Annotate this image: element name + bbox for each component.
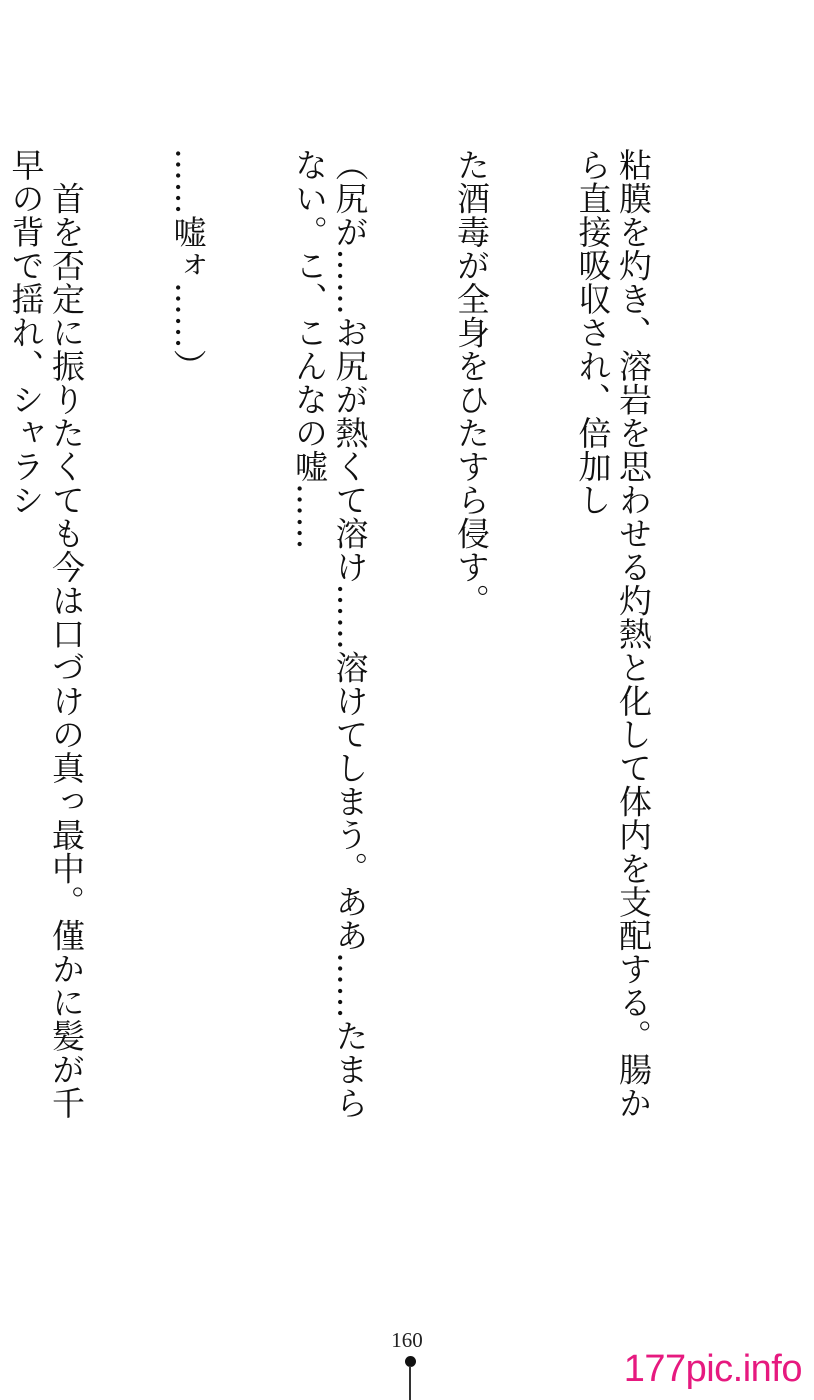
watermark-logo: 177pic.info [623, 1348, 802, 1390]
text-line: ……嘘ォ……） [168, 148, 208, 383]
page-marker-line [409, 1366, 411, 1400]
text-line: 粘膜を灼き、溶岩を思わせる灼熱と化して体内を支配する。腸から直接吸収され、倍加し [573, 148, 653, 1120]
vertical-text-block [6, 148, 734, 1148]
text-line: た酒毒が全身をひたすら侵す。 [452, 148, 491, 617]
text-line: 首を否定に振りたくても今は口づけの真っ最中。僅かに髪が千早の背で揺れ、シャラシ [6, 148, 86, 1120]
text-line: （尻が……お尻が熱くて溶け……溶けてしまう。ああ……たまらない。こ、こんなの嘘…… [290, 148, 370, 1120]
page-number: 160 [391, 1328, 423, 1352]
